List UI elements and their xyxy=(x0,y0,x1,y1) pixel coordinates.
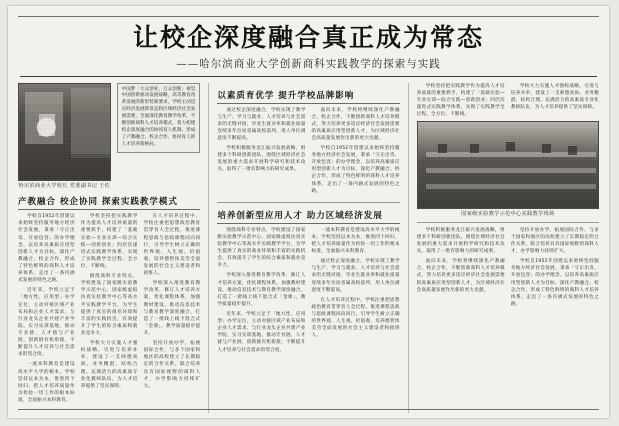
right-text-bottom xyxy=(417,227,599,308)
paragraph: 学校积极服务龙江振兴发展战略，组建多个科研创新团队，围绕区域经济社会发展的重大需求开展科学研究和技术攻关，取得了一批有影响力的研究成果。 xyxy=(416,227,505,255)
paragraph: 围绕商科专业特点，学校建设了国家级实验教学示范中心、国家级虚拟仿真实验教学中心等高水平实践教学平台，为学生提供了真实的商业环境和丰富的实践机会，有效提升了学生的综合素质和就业竞争力。 xyxy=(80,274,138,336)
section-title-left: 产教融合 校企协同 探索实践教学模式 xyxy=(18,197,178,208)
left-text-col-1 xyxy=(18,213,75,404)
paragraph: 学校自1952年创建以来始终坚持服务地方经济社会发展，秉承「守正出奇、开放包容」的办学理念，以培养高素质应用型创新人才为目标，深化产教融合、校企合作，形成了特色鲜明的商科人才培养体系，走出了一条内涵式发展的特色之路。 xyxy=(311,146,400,194)
newspaper-sheet xyxy=(8,6,609,418)
right-text-top xyxy=(417,83,599,119)
paragraph: 坚持开放办学，拓展国际合作，与多个国家和地区的高校建立了长期稳定的合作关系，联合培养具有国际视野的商科人才，办学影响力持续扩大。 xyxy=(510,227,599,255)
paragraph: 学校大力实施人才强校战略，引进与培养并举，建设了一支师德高尚、业务精湛、结构合理、充满活力的高素质专业化教师队伍，为人才培养提供了坚实保障。 xyxy=(510,83,599,110)
paragraph: 通过校企深度融合，学校实现了教学与生产、学习与就业、人才培养与社会需求的无缝对接，毕业生就业率和就业质量连续多年位居省属高校前列，用人单位满意度不断提高。 xyxy=(311,259,400,293)
paragraph: 一流本科教育是建设高水平大学的根本，学校坚持以本为本，推进四个回归，把人才培养质量作为检验一切工作的根本标准，全面振兴本科教育。 xyxy=(18,362,75,403)
middle-text-col-2 xyxy=(312,107,400,195)
column-middle xyxy=(217,83,399,413)
paragraph: 学校大力实施人才强校战略，引进与培养并举，建设了一支师德高尚、业务精湛、结构合理、充满活力的高素质专业化教师队伍，为人才培养提供了坚实保障。 xyxy=(80,341,138,389)
paragraph: 通过校企深度融合，学校实现了教学与生产、学习与就业、人才培养与社会需求的无缝对接，毕业生就业率和就业质量连续多年位居省属高校前列，用人单位满意度不断提高。 xyxy=(217,107,306,141)
paragraph: 面向未来，学校将继续深化产教融合、校企合作，不断创新商科人才培养模式，努力培养更多适应经济社会发展需要的高素质应用型创新人才，为区域经济社会高质量发展作出新的更大贡献。 xyxy=(311,107,400,141)
left-text-col-2 xyxy=(81,213,138,390)
left-text-col-3 xyxy=(144,213,201,390)
top-divider xyxy=(18,16,599,17)
paragraph: 学校深入推进教育教学改革，修订人才培养方案，优化课程体系，加强教材建设，推动信息技术与教育教学深度融合，打造了一批线上线下混合式「金课」，教学质量稳步提升。 xyxy=(217,273,306,307)
paragraph: 面向未来，学校将继续深化产教融合、校企合作，不断创新商科人才培养模式，努力培养更多适应经济社会发展需要的高素质应用型创新人才，为区域经济社会高质量发展作出新的更大贡献。 xyxy=(416,259,505,293)
classroom-photo-grain xyxy=(418,122,598,208)
left-text-grid xyxy=(18,213,200,407)
column-right xyxy=(417,83,599,413)
column-divider-2 xyxy=(408,83,409,413)
paragraph: 一流本科教育是建设高水平大学的根本，学校坚持以本为本，推进四个回归，把人才培养质量作为检验一切工作的根本标准，全面振兴本科教育。 xyxy=(311,227,400,255)
portrait-photo-grain xyxy=(19,84,110,180)
column-left xyxy=(18,83,200,413)
headline-divider xyxy=(20,76,597,77)
classroom-photo-caption: 国家级实验教学示范中心实践教学现场 xyxy=(461,211,555,218)
section-title-middle: 以素质育优学 提升学校品牌影响 xyxy=(217,90,355,101)
page-title: 让校企深度融合真正成为常态 xyxy=(132,23,484,52)
section-rule-middle xyxy=(217,103,399,104)
paragraph: 在人才培养过程中，学校注重把思想政治教育贯穿育人全过程，推进课程思政与思政课程同向同行，引导学生树立正确的世界观、人生观、价值观，培养德智体美劳全面发展的社会主义建设者和接班人。 xyxy=(143,214,201,277)
paragraph: 近年来，学校立足于「地方性、应用型」办学定位，主动对接区域产业布局和企业人才需求，与行业龙头企业共建产业学院、实习实训基地，推动专业链、人才链与产业链、创新链有机衔接，不断提升人才培养与社会需求的契合度。 xyxy=(217,312,306,353)
bottom-text-col-1 xyxy=(217,227,305,354)
portrait-photo xyxy=(18,83,111,181)
section-rule-bottom xyxy=(217,223,399,224)
paragraph: 坚持开放办学，拓展国际合作，与多个国家和地区的高校建立了长期稳定的合作关系，联合培养具有国际视野的商科人才，办学影响力持续扩大。 xyxy=(143,341,201,389)
right-divider xyxy=(417,222,599,223)
paragraph: 学校自1952年创建以来始终坚持服务地方经济社会发展，秉承「守正出奇、开放包容」的办学理念，以培养高素质应用型创新人才为目标，深化产教融合、校企合作，形成了特色鲜明的商科人才培养体系，走出了一条内涵式发展的特色之路。 xyxy=(18,214,75,284)
article-columns xyxy=(18,83,599,413)
portrait-photo-caption: 哈尔滨商业大学校长 党委副书记 王佐 xyxy=(18,182,111,189)
section-rule-left xyxy=(18,209,200,210)
paragraph: 在人才培养过程中，学校注重把思想政治教育贯穿育人全过程，推进课程思政与思政课程同向同行，引导学生树立正确的世界观、人生观、价值观，培养德智体美劳全面发展的社会主义建设者和接班人。 xyxy=(311,297,400,339)
column-divider-1 xyxy=(208,83,209,413)
bottom-text-col-2 xyxy=(312,227,400,340)
paragraph: 近年来，学校立足于「地方性、应用型」办学定位，主动对接区域产业布局和企业人才需求，与行业龙头企业共建产业学院、实习实训基地，推动专业链、人才链与产业链、创新链有机衔接，不断提升人才培养与社会需求的契合度。 xyxy=(18,288,75,358)
middle-divider xyxy=(217,202,399,203)
paragraph: 学校坚持把实践教学作为提高人才培养质量的重要抓手，构建了「基础实验—专业实训—综合实践—创新创业」四层次递进式实践教学体系，实现了实践教学全过程、全方位、不断线。 xyxy=(80,214,138,270)
bottom-divider xyxy=(18,409,599,410)
paragraph: 围绕商科专业特点，学校建设了国家级实验教学示范中心、国家级虚拟仿真实验教学中心等高水平实践教学平台，为学生提供了真实的商业环境和丰富的实践机会，有效提升了学生的综合素质和就业竞争力。 xyxy=(217,227,306,269)
middle-text-grid xyxy=(217,107,399,198)
classroom-photo xyxy=(417,121,599,209)
bottom-text-grid xyxy=(217,227,399,357)
middle-text-col-1 xyxy=(217,107,305,174)
page-subtitle: ——哈尔滨商业大学创新商科实践教学的探索与实践 xyxy=(176,57,441,70)
section-title-bottom: 培养创新型应用人才 助力区域经济发展 xyxy=(217,210,383,221)
paragraph: 学校自1952年创建以来始终坚持服务地方经济社会发展，秉承「守正出奇、开放包容」的办学理念，以培养高素质应用型创新人才为目标，深化产教融合、校企合作，形成了特色鲜明的商科人才培养体系，走出了一条内涵式发展的特色之路。 xyxy=(510,259,599,307)
intro-box: 中国梦「大众创业，万众创新」视觉中国创新驱动发展战略，高等教育改革发展的新形势新要求，学校主动适应经济发展新常态和区域经济社会发展需要，全面深化教育教学改革，不断创新商科人才培养模式，着力构建校企深度融合的协同育人机制，形成了产教融合、校企合作、协同育人的人才培养新格局。 xyxy=(117,83,201,153)
paragraph: 学校深入推进教育教学改革，修订人才培养方案，优化课程体系，加强教材建设，推动信息技术与教育教学深度融合，打造了一批线上线下混合式「金课」，教学质量稳步提升。 xyxy=(143,281,201,336)
headline-block xyxy=(18,24,599,77)
paragraph: 学校积极服务龙江振兴发展战略，组建多个科研创新团队，围绕区域经济社会发展的重大需求开展科学研究和技术攻关，取得了一批有影响力的研究成果。 xyxy=(217,146,306,173)
paragraph: 学校坚持把实践教学作为提高人才培养质量的重要抓手，构建了「基础实验—专业实训—综合实践—创新创业」四层次递进式实践教学体系，实现了实践教学全过程、全方位、不断线。 xyxy=(416,83,505,117)
